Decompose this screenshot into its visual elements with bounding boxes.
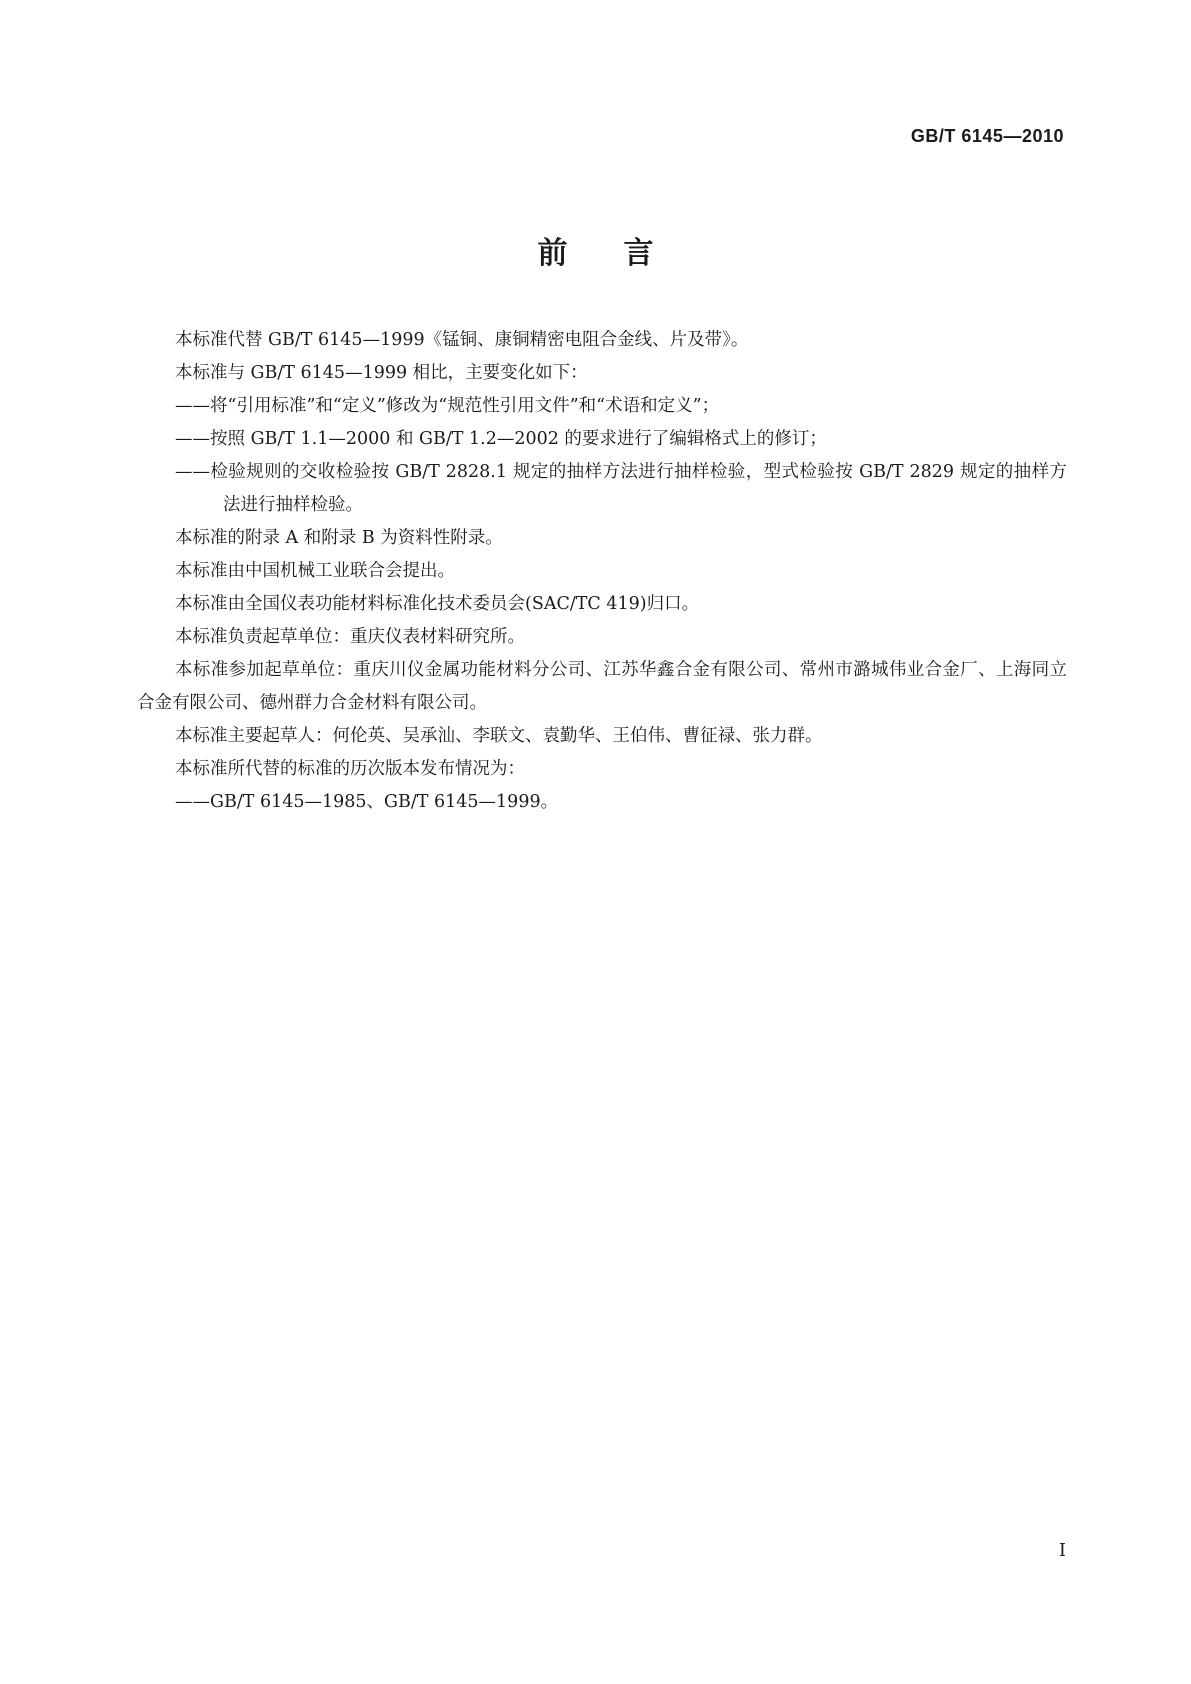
paragraph-participating-drafters: 本标准参加起草单位：重庆川仪金属功能材料分公司、江苏华鑫合金有限公司、常州市潞城伟业合金厂、上海同立合金有限公司、德州群力合金材料有限公司。	[137, 660, 1067, 713]
paragraph-lead-drafter: 本标准负责起草单位：重庆仪表材料研究所。	[175, 627, 525, 647]
paragraph-history-intro: 本标准所代替的标准的历次版本发布情况为：	[175, 759, 525, 779]
paragraph-changes-intro: 本标准与 GB/T 6145—1999 相比，主要变化如下：	[175, 363, 588, 383]
list-item: ——将“引用标准”和“定义”修改为“规范性引用文件”和“术语和定义”；	[175, 396, 720, 416]
page-title: 前言	[537, 236, 710, 271]
list-item: ——检验规则的交收检验按 GB/T 2828.1 规定的抽样方法进行抽样检验，型式检验按 GB/T 2829 规定的抽样方法进行抽样检验。	[175, 462, 1067, 515]
paragraph-proposer: 本标准由中国机械工业联合会提出。	[175, 561, 455, 581]
paragraph-appendix: 本标准的附录 A 和附录 B 为资料性附录。	[175, 528, 503, 548]
document-body	[137, 324, 1067, 819]
paragraph-committee: 本标准由全国仪表功能材料标准化技术委员会(SAC/TC 419)归口。	[175, 594, 700, 614]
standard-code: GB/T 6145—2010	[910, 126, 1064, 146]
paragraph-replaces: 本标准代替 GB/T 6145—1999《锰铜、康铜精密电阻合金线、片及带》。	[175, 330, 749, 350]
paragraph-main-drafters: 本标准主要起草人：何伦英、吴承汕、李联文、袁勤华、王伯伟、曹征禄、张力群。	[175, 726, 823, 746]
list-item: ——GB/T 6145—1985、GB/T 6145—1999。	[175, 792, 559, 812]
list-item: ——按照 GB/T 1.1—2000 和 GB/T 1.2—2002 的要求进行了编辑格式上的修订；	[175, 429, 827, 449]
page-number: I	[1058, 1540, 1066, 1561]
